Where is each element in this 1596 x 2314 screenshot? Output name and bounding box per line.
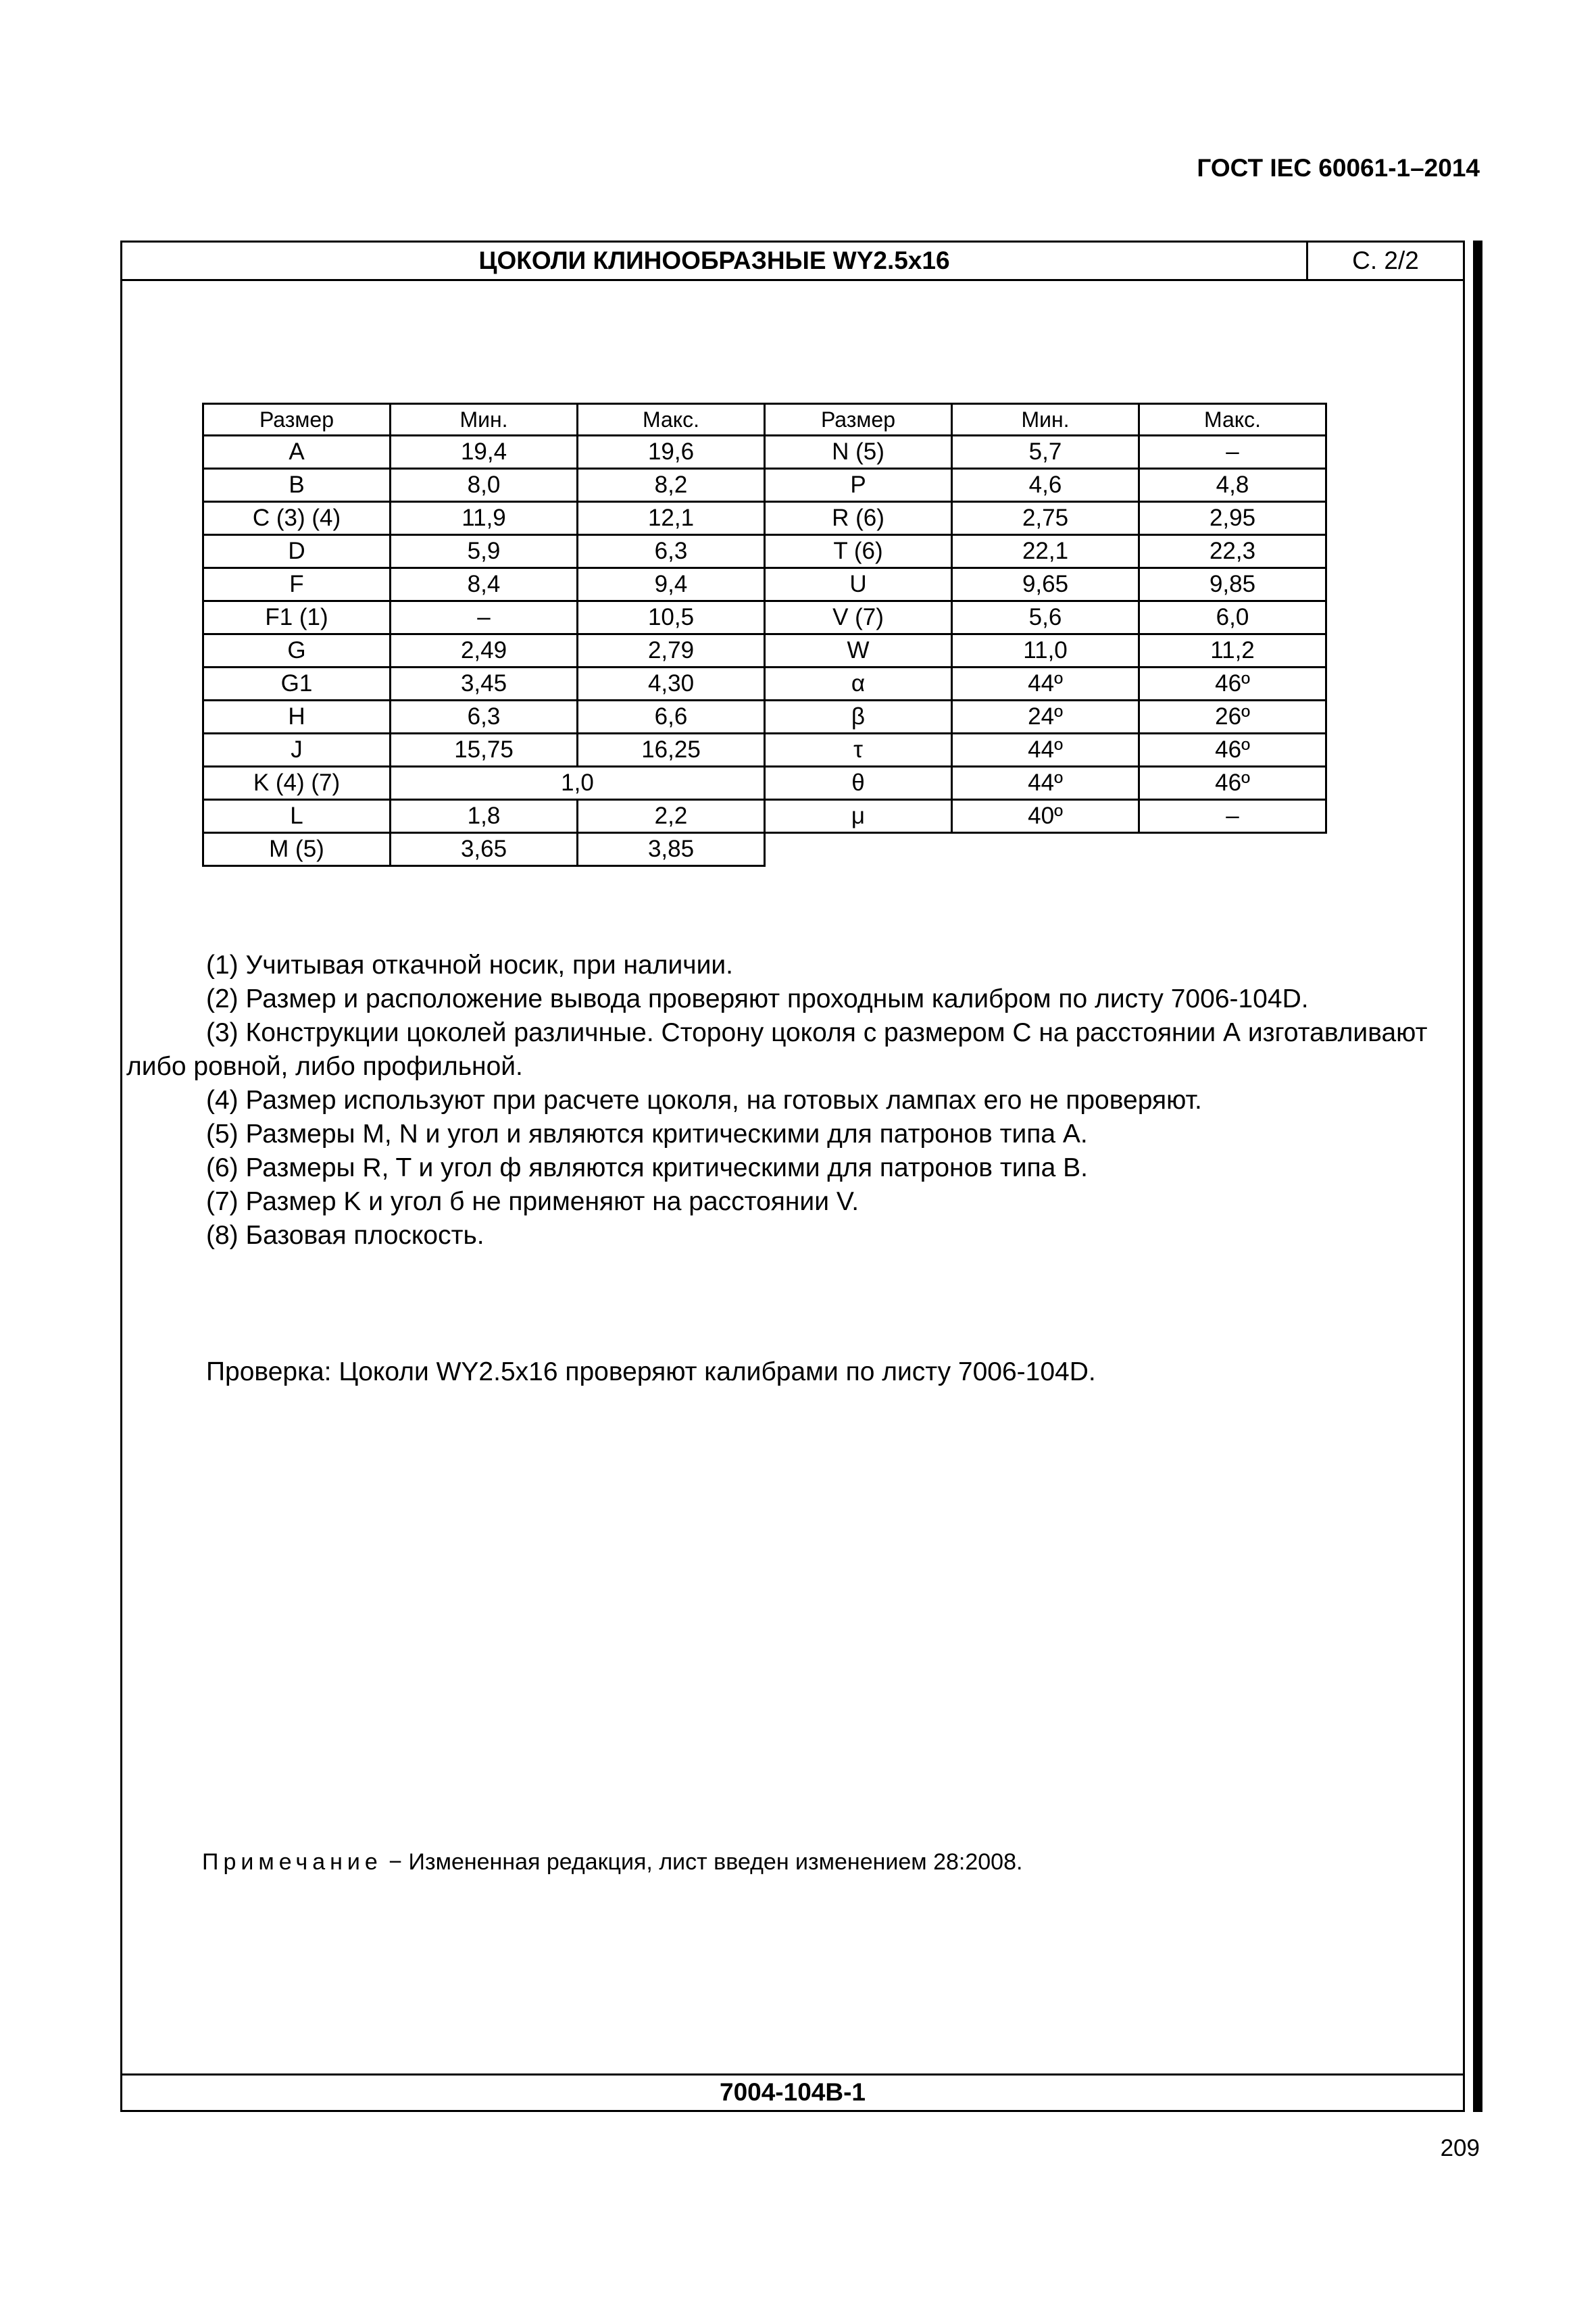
footnote: (7) Размер K и угол б не применяют на расстоянии V.	[206, 1187, 859, 1216]
table-row	[203, 568, 1326, 601]
verification-text: Проверка: Цоколи WY2.5x16 проверяют калибрами по листу 7006-104D.	[206, 1357, 1096, 1386]
footnote: (4) Размер используют при расчете цоколя, на готовых лампах его не проверяют.	[206, 1086, 1202, 1115]
table-cell: J	[203, 734, 391, 767]
footnote: (1) Учитывая откачной носик, при наличии.	[206, 951, 733, 980]
table-cell: α	[765, 668, 952, 701]
table-empty-cell	[765, 833, 952, 866]
sheet-frame	[120, 241, 1465, 2112]
remark-text: − Измененная редакция, лист введен изменением 28:2008.	[382, 1849, 1023, 1875]
table-cell: G1	[203, 668, 391, 701]
table-cell: F	[203, 568, 391, 601]
table-cell: A	[203, 436, 391, 469]
table-cell: 9,85	[1139, 568, 1326, 601]
table-cell-merged: 1,0	[391, 767, 765, 800]
sheet-title: ЦОКОЛИ КЛИНООБРАЗНЫЕ WY2.5х16	[478, 247, 950, 274]
footnotes	[126, 949, 1464, 1253]
sheet-id: 7004-104B-1	[122, 2073, 1463, 2110]
table-row	[203, 701, 1326, 734]
table-cell: 1,8	[391, 800, 578, 833]
dimensions-table	[202, 403, 1327, 867]
table-header-cell: Размер	[765, 404, 952, 436]
footnote-continuation: либо ровной, либо профильной.	[126, 1052, 523, 1081]
table-cell: N (5)	[765, 436, 952, 469]
table-row	[203, 535, 1326, 568]
table-cell: –	[1139, 436, 1326, 469]
table-cell: 2,75	[952, 502, 1139, 535]
table-row	[203, 469, 1326, 502]
standard-code: ГОСТ IEC 60061-1–2014	[1197, 154, 1480, 182]
table-cell: 8,0	[391, 469, 578, 502]
table-cell: 4,30	[578, 668, 765, 701]
footnote: (8) Базовая плоскость.	[206, 1221, 484, 1250]
table-cell: P	[765, 469, 952, 502]
table-cell: 2,2	[578, 800, 765, 833]
table-cell: 5,9	[391, 535, 578, 568]
table-cell: H	[203, 701, 391, 734]
table-cell: T (6)	[765, 535, 952, 568]
remark	[202, 1849, 1022, 1876]
table-cell: 19,4	[391, 436, 578, 469]
table-cell: β	[765, 701, 952, 734]
table-cell: –	[391, 601, 578, 634]
table-row	[203, 634, 1326, 668]
table-cell: 22,1	[952, 535, 1139, 568]
table-cell: R (6)	[765, 502, 952, 535]
table-cell: 6,3	[578, 535, 765, 568]
table-cell: 12,1	[578, 502, 765, 535]
table-cell: F1 (1)	[203, 601, 391, 634]
table-cell: τ	[765, 734, 952, 767]
table-cell: 11,9	[391, 502, 578, 535]
remark-label: Примечание	[202, 1849, 382, 1875]
table-cell: 15,75	[391, 734, 578, 767]
table-cell: 3,45	[391, 668, 578, 701]
table-cell: 6,0	[1139, 601, 1326, 634]
table-cell: C (3) (4)	[203, 502, 391, 535]
table-cell: 5,7	[952, 436, 1139, 469]
table-empty-cell	[1139, 833, 1326, 866]
table-cell: 8,4	[391, 568, 578, 601]
footnote: (2) Размер и расположение вывода проверяют проходным калибром по листу 7006-104D.	[206, 984, 1309, 1013]
table-header-row	[203, 404, 1326, 436]
table-cell: 16,25	[578, 734, 765, 767]
table-header-cell: Макс.	[1139, 404, 1326, 436]
table-cell: 2,95	[1139, 502, 1326, 535]
table-cell: 4,8	[1139, 469, 1326, 502]
table-cell: 10,5	[578, 601, 765, 634]
table-header-cell: Мин.	[391, 404, 578, 436]
table-cell: θ	[765, 767, 952, 800]
table-cell: 11,2	[1139, 634, 1326, 668]
table-cell: B	[203, 469, 391, 502]
table-cell: W	[765, 634, 952, 668]
footnote: (6) Размеры R, T и угол ф являются критическими для патронов типа B.	[206, 1153, 1088, 1182]
table-cell: 40º	[952, 800, 1139, 833]
table-row	[203, 800, 1326, 833]
table-row	[203, 436, 1326, 469]
table-cell: 24º	[952, 701, 1139, 734]
table-cell: 9,65	[952, 568, 1139, 601]
table-cell: M (5)	[203, 833, 391, 866]
table-header-cell: Размер	[203, 404, 391, 436]
table-cell: L	[203, 800, 391, 833]
table-cell: 3,65	[391, 833, 578, 866]
table-cell: 19,6	[578, 436, 765, 469]
table-cell: 3,85	[578, 833, 765, 866]
table-cell: 2,49	[391, 634, 578, 668]
table-cell: –	[1139, 800, 1326, 833]
table-header-cell: Мин.	[952, 404, 1139, 436]
table-row	[203, 601, 1326, 634]
table-cell: 6,6	[578, 701, 765, 734]
footnote: (5) Размеры M, N и угол и являются критическими для патронов типа A.	[206, 1120, 1088, 1149]
table-row	[203, 668, 1326, 701]
table-cell: V (7)	[765, 601, 952, 634]
table-row	[203, 767, 1326, 800]
table-cell: μ	[765, 800, 952, 833]
table-cell: 9,4	[578, 568, 765, 601]
table-cell: 5,6	[952, 601, 1139, 634]
table-row	[203, 734, 1326, 767]
table-cell: 6,3	[391, 701, 578, 734]
table-cell: 26º	[1139, 701, 1326, 734]
footnote: (3) Конструкции цоколей различные. Сторону цоколя с размером С на расстоянии А изготавливают	[206, 1018, 1428, 1047]
table-cell: 4,6	[952, 469, 1139, 502]
table-cell: 2,79	[578, 634, 765, 668]
table-cell: 44º	[952, 668, 1139, 701]
table-cell: D	[203, 535, 391, 568]
table-cell: 46º	[1139, 668, 1326, 701]
table-cell: 8,2	[578, 469, 765, 502]
table-cell: 46º	[1139, 767, 1326, 800]
table-cell: K (4) (7)	[203, 767, 391, 800]
table-cell: 44º	[952, 734, 1139, 767]
title-row	[122, 243, 1463, 281]
table-cell: G	[203, 634, 391, 668]
page-number: 209	[1440, 2135, 1480, 2161]
table-row	[203, 833, 1326, 866]
table-header-cell: Макс.	[578, 404, 765, 436]
sheet-number: С. 2/2	[1306, 243, 1463, 279]
table-cell: 22,3	[1139, 535, 1326, 568]
table-cell: 46º	[1139, 734, 1326, 767]
table-row	[203, 502, 1326, 535]
table-cell: 44º	[952, 767, 1139, 800]
table-cell: U	[765, 568, 952, 601]
frame-thick-edge	[1473, 241, 1482, 2112]
table-cell: 11,0	[952, 634, 1139, 668]
table-empty-cell	[952, 833, 1139, 866]
